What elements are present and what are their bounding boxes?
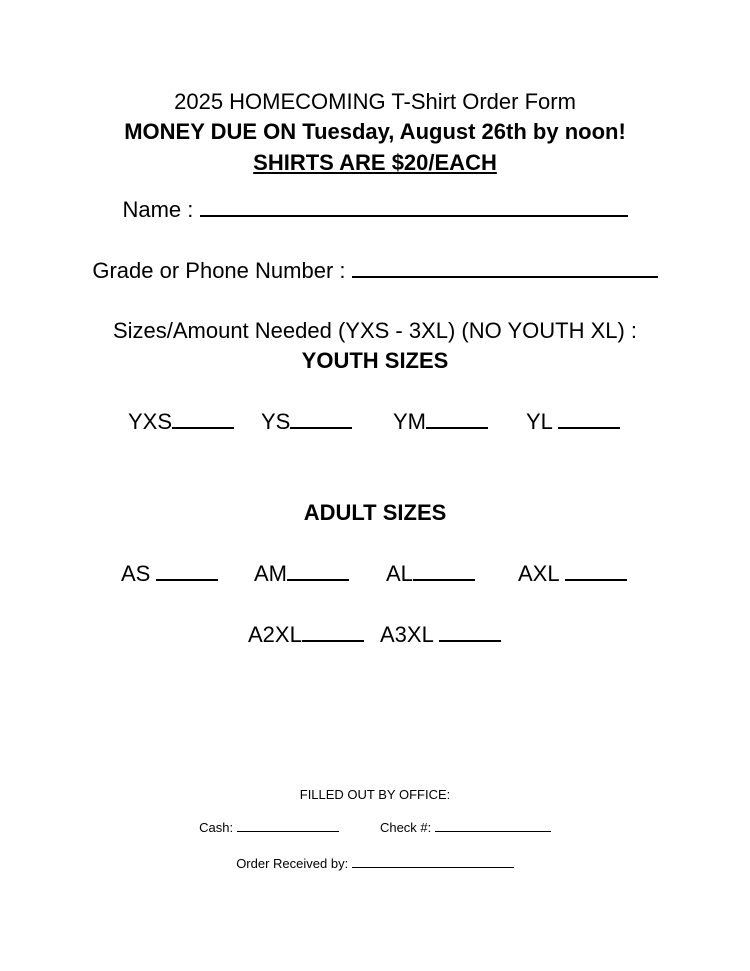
size-label: AS: [121, 561, 151, 586]
name-row: [0, 197, 750, 223]
cash-label: Cash:: [199, 820, 234, 835]
received-label: Order Received by:: [236, 856, 349, 871]
size-blank[interactable]: [565, 561, 627, 581]
size-label: YS: [261, 409, 291, 434]
received-blank[interactable]: [352, 855, 514, 868]
adult-size-am: [254, 561, 349, 587]
cash-blank[interactable]: [237, 819, 339, 832]
youth-heading: YOUTH SIZES: [301, 348, 449, 373]
office-received-row: [0, 855, 750, 871]
size-blank[interactable]: [287, 561, 349, 581]
price-notice: SHIRTS ARE $20/EACH: [253, 150, 497, 175]
youth-size-yl: [526, 409, 620, 435]
size-blank[interactable]: [302, 622, 364, 642]
size-blank[interactable]: [290, 409, 352, 429]
size-label: AL: [386, 561, 413, 586]
sizes-prompt: Sizes/Amount Needed (YXS - 3XL) (NO YOUTH XL) :: [112, 318, 638, 343]
size-blank[interactable]: [413, 561, 475, 581]
size-blank[interactable]: [156, 561, 218, 581]
adult-size-al: [386, 561, 475, 587]
youth-size-ym: [393, 409, 488, 435]
form-title: 2025 HOMECOMING T-Shirt Order Form: [174, 89, 576, 114]
youth-size-ys: [261, 409, 352, 435]
due-notice: MONEY DUE ON Tuesday, August 26th by noon!: [124, 119, 626, 144]
grade-row: [0, 258, 750, 284]
adult-size-axl: [518, 561, 627, 587]
grade-label: Grade or Phone Number :: [92, 258, 346, 283]
adult-size-a3xl: [380, 622, 501, 648]
size-label: AM: [254, 561, 287, 586]
size-label: AXL: [518, 561, 559, 586]
youth-size-yxs: [128, 409, 234, 435]
office-heading: FILLED OUT BY OFFICE:: [299, 787, 451, 802]
check-label: Check #:: [379, 820, 432, 835]
size-label: YM: [393, 409, 426, 434]
check-blank[interactable]: [435, 819, 551, 832]
size-blank[interactable]: [439, 622, 501, 642]
size-label: YL: [526, 409, 553, 434]
size-label: YXS: [128, 409, 173, 434]
adult-size-a2xl: [248, 622, 364, 648]
name-blank[interactable]: [200, 197, 628, 217]
size-label: A2XL: [248, 622, 302, 647]
size-blank[interactable]: [558, 409, 620, 429]
size-blank[interactable]: [172, 409, 234, 429]
grade-blank[interactable]: [352, 258, 658, 278]
adult-size-as: [121, 561, 218, 587]
name-label: Name :: [122, 197, 194, 222]
size-blank[interactable]: [426, 409, 488, 429]
office-payment-row: [0, 819, 750, 835]
adult-heading: ADULT SIZES: [303, 500, 447, 525]
size-label: A3XL: [380, 622, 434, 647]
